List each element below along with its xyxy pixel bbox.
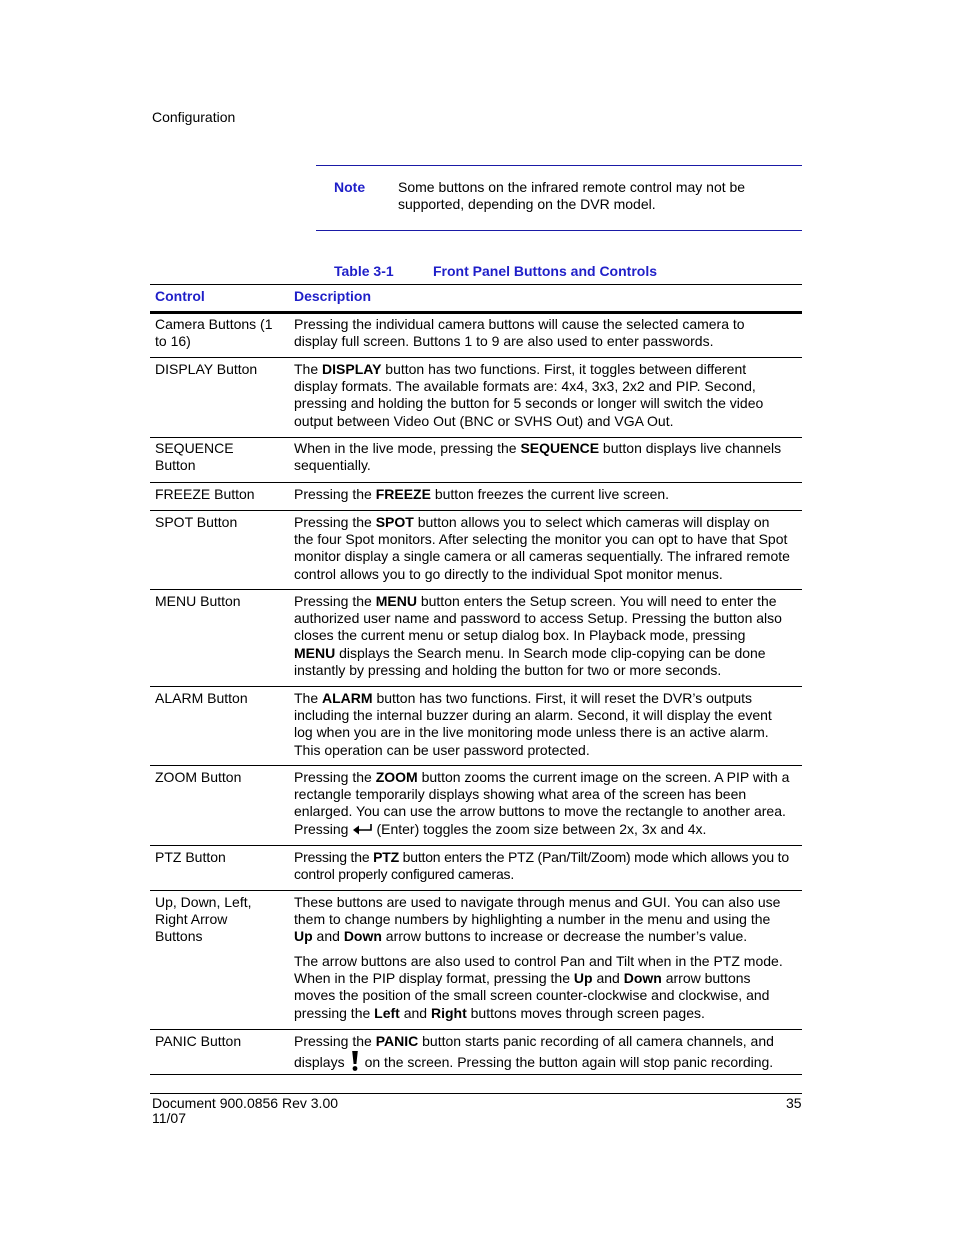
- note-bottom-rule: [316, 230, 802, 231]
- table-row-control: SPOT Button: [155, 514, 238, 530]
- table-row-description: Pressing the PTZ button enters the PTZ (Pan/Tilt/Zoom) mode which allows you to control properly configured cameras.: [294, 849, 789, 883]
- row-divider: [150, 589, 802, 590]
- table-row-description: When in the live mode, pressing the SEQUENCE button displays live channels sequentially.: [294, 440, 782, 474]
- row-divider: [150, 482, 802, 483]
- row-divider: [150, 357, 802, 358]
- note-text: Some buttons on the infrared remote control may not be supported, depending on the DVR model.: [398, 179, 746, 212]
- table-row-description: Pressing the ZOOM button zooms the current image on the screen. A PIP with a rectangle temporarily displays showing what area of the screen has been enlarged. You can use the arrow buttons to move the rectangle to another area. Pressing (Enter) toggles the zoom size between 2x, 3x and 4x.: [294, 769, 790, 839]
- column-header-control: Control: [155, 288, 205, 304]
- table-row-description: Pressing the individual camera buttons will cause the selected camera to display full screen. Buttons 1 to 9 are also used to enter passwords.: [294, 316, 745, 350]
- row-divider: [150, 1029, 802, 1030]
- table-row-control: FREEZE Button: [155, 486, 255, 502]
- table-row-description: The DISPLAY button has two functions. First, it toggles between different display formats. The available formats are: 4x4, 3x3, 2x2 and PIP. Second, pressing and holding the button for 5 seconds or longer will switch the video output between Video Out (BNC or SVHS Out) and VGA Out.: [294, 361, 764, 429]
- row-divider: [150, 890, 802, 891]
- table-row-control: SEQUENCE Button: [155, 440, 234, 474]
- table-row-control: MENU Button: [155, 593, 241, 609]
- table-row-description-continued: The arrow buttons are also used to control Pan and Tilt when in the PTZ mode. When in the PIP display format, pressing the Up and Down arrow buttons moves the position of the small screen counter-clockwise and clockwise, and pressing the Left and Right buttons moves through screen pages.: [294, 953, 783, 1021]
- table-row-description: Pressing the SPOT button allows you to select which cameras will display on the four Spot monitors. After selecting the monitor you can opt to have that Spot monitor display a single camera or all cameras sequentially. The infrared remote control allows you to go directly to the individual Spot monitor menus.: [294, 514, 790, 582]
- table-row-control: Camera Buttons (1 to 16): [155, 316, 273, 350]
- table-number: Table 3-1: [334, 263, 394, 279]
- row-divider: [150, 765, 802, 766]
- table-row-control: DISPLAY Button: [155, 361, 258, 377]
- row-divider: [150, 437, 802, 438]
- exclamation-icon: [351, 1050, 359, 1076]
- row-divider: [150, 686, 802, 687]
- note-top-rule: [316, 165, 802, 166]
- row-divider: [150, 510, 802, 511]
- row-divider: [150, 845, 802, 846]
- table-header-rule: [150, 311, 802, 314]
- table-title: Front Panel Buttons and Controls: [433, 263, 657, 279]
- table-row-description: The ALARM button has two functions. First, it will reset the DVR’s outputs including the internal buzzer during an alarm. Second, it will display the event log when you are in the live monitoring mode unless there is an active alarm. This operation can be user password protected.: [294, 690, 772, 758]
- section-header: Configuration: [152, 109, 236, 125]
- enter-arrow-icon: [352, 822, 374, 839]
- table-row-control: ALARM Button: [155, 690, 248, 706]
- table-row-control: Up, Down, Left, Right Arrow Buttons: [155, 894, 252, 945]
- table-bottom-rule: [150, 1074, 802, 1075]
- table-row-description: Pressing the PANIC button starts panic recording of all camera channels, and displays on the screen. Pressing the button again will stop panic recording.: [294, 1033, 790, 1076]
- footer-document: Document 900.0856 Rev 3.00: [152, 1095, 339, 1111]
- table-row-control: PTZ Button: [155, 849, 226, 865]
- column-header-description: Description: [294, 288, 372, 304]
- table-row-control: ZOOM Button: [155, 769, 242, 785]
- table-row-description: Pressing the MENU button enters the Setup screen. You will need to enter the authorized user name and password to access Setup. Pressing the button also closes the current menu or setup dialog box. In Playback mode, pressing MENU displays the Search menu. In Search mode clip-copying can be done instantly by pressing and holding the button for two or more seconds.: [294, 593, 782, 678]
- footer-rule: [150, 1093, 802, 1094]
- table-row-description: Pressing the FREEZE button freezes the current live screen.: [294, 486, 670, 502]
- table-row-control: PANIC Button: [155, 1033, 242, 1049]
- table-top-rule: [150, 284, 802, 285]
- note-label: Note: [334, 179, 366, 195]
- table-row-description: These buttons are used to navigate through menus and GUI. You can also use them to change numbers by highlighting a number in the menu and using the Up and Down arrow buttons to increase or decrease the number’s value.: [294, 894, 781, 945]
- page-number: 35: [786, 1095, 802, 1111]
- footer-date: 11/07: [152, 1110, 186, 1126]
